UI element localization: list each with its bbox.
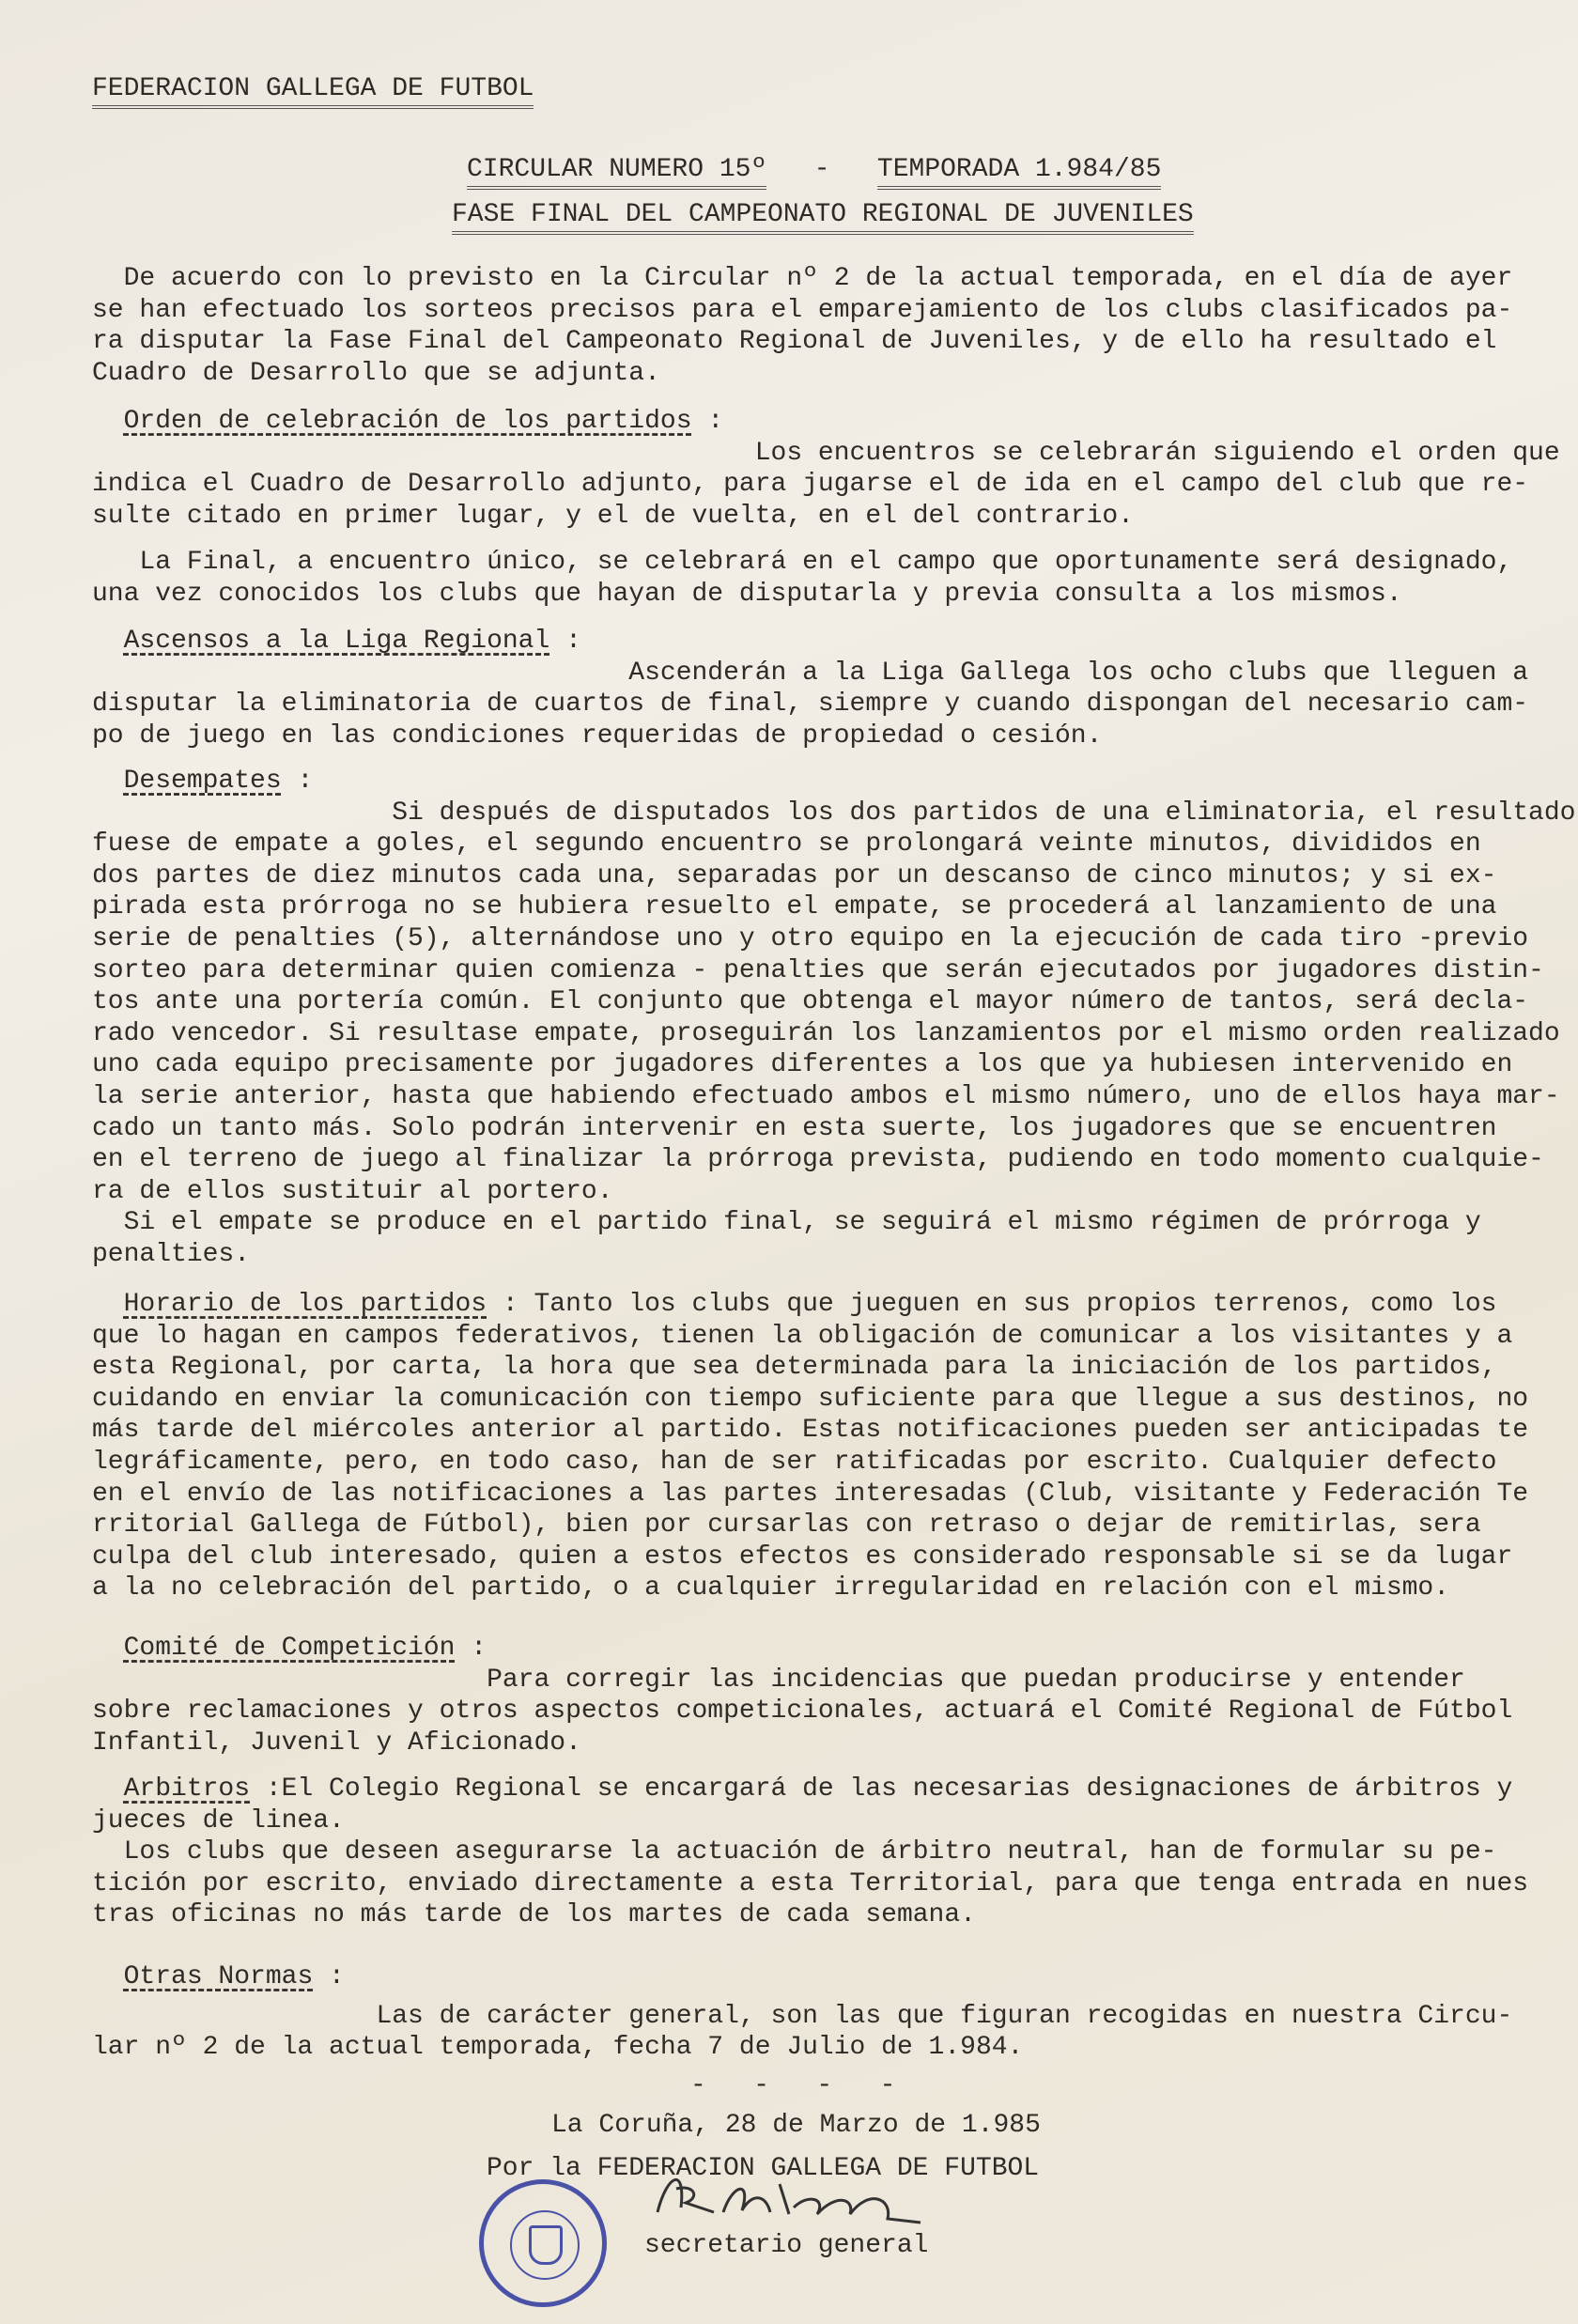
- text-line: que lo hagan en campos federativos, tienen la obligación de comunicar a los visitantes y a: [92, 1321, 1513, 1351]
- text-line: en el terreno de juego al finalizar la prórroga prevista, pudiendo en todo momento cualquie-: [92, 1145, 1544, 1175]
- text-line: rritorial Gallega de Fútbol), bien por cursarlas con retraso o dejar de remitirlas, sera: [92, 1511, 1481, 1541]
- intro-paragraph: [92, 263, 1512, 389]
- text-line: la serie anterior, hasta que habiendo efectuado ambos el mismo número, uno de ellos haya mar-: [92, 1081, 1560, 1111]
- text-line: Las de carácter general, son las que figuran recogidas en nuestra Circu-: [92, 2001, 1513, 2031]
- section-heading: Comité de Competición: [123, 1634, 456, 1663]
- text-line: disputar la eliminatoria de cuartos de final, siempre y cuando dispongan del necesario cam-: [92, 689, 1529, 720]
- section-comite: Comité de Competición : Para corregir las incidencias que puedan producirse y entender sobre reclamaciones y otros aspectos competicionales, actuará el Comité Regional de Fútbol Infantil, Juvenil y Aficionado.: [92, 1634, 1513, 1758]
- org-name: FEDERACION GALLEGA DE FUTBOL: [92, 74, 534, 109]
- text-line: indica el Cuadro de Desarrollo adjunto, para jugarse el de ida en el campo del club que re-: [92, 470, 1529, 500]
- text-line: jueces de linea.: [92, 1805, 345, 1836]
- section-heading: Desempates: [123, 767, 282, 796]
- text-line: De acuerdo con lo previsto en la Circular nº 2 de la actual temporada, en el día de ayer: [92, 264, 1513, 293]
- text-line: La Final, a encuentro único, se celebrará en el campo que oportunamente será designado,: [92, 548, 1513, 578]
- text-line: tras oficinas no más tarde de los martes de cada semana.: [92, 1900, 976, 1930]
- section-heading: Arbitros: [123, 1774, 251, 1804]
- text-line: Si después de disputados los dos partidos de una eliminatoria, el resultado: [92, 798, 1576, 828]
- text-line: cado un tanto más. Solo podrán intervenir en esta suerte, los jugadores que se encuentren: [92, 1113, 1497, 1143]
- title-dash: -: [813, 155, 830, 184]
- text-line: tos ante una portería común. El conjunto que obtenga el mayor número de tantos, será decla-: [92, 987, 1529, 1017]
- text-line: cuidando en enviar la comunicación con tiempo suficiente para que llegue a sus destinos, no: [92, 1384, 1529, 1414]
- subject-text: FASE FINAL DEL CAMPEONATO REGIONAL DE JUVENILES: [452, 200, 1194, 235]
- text-line: sobre reclamaciones y otros aspectos competicionales, actuará el Comité Regional de Fútbol: [92, 1697, 1513, 1727]
- text-line: rado vencedor. Si resultase empate, proseguirán los lanzamientos por el mismo orden realizado: [92, 1018, 1560, 1048]
- text-line: pirada esta prórroga no se hubiera resuelto el empate, se procederá al lanzamiento de una: [92, 892, 1497, 922]
- text-line: legráficamente, pero, en todo caso, han de ser ratificadas por escrito. Cualquier defecto: [92, 1447, 1497, 1477]
- text-line: esta Regional, por carta, la hora que sea determinada para la iniciación de los partidos,: [92, 1353, 1497, 1383]
- text-line: más tarde del miércoles anterior al partido. Estas notificaciones pueden ser anticipadas te: [92, 1416, 1529, 1446]
- text-line: Para corregir las incidencias que puedan producirse y entender: [92, 1665, 1465, 1695]
- place-date: La Coruña, 28 de Marzo de 1.985: [551, 2111, 1041, 2140]
- section-orden: Orden de celebración de los partidos : Los encuentros se celebrarán siguiendo el orden que indica el Cuadro de Desarrollo adjunto, para jugarse el de ida en el campo del club que re- sulte citado en primer lugar, y el de vuelta, en el del contrario. La Final, a encuentro único, se celebrará en el campo que oportunamente será designado, una vez conocidos los clubs que hayan de disputarla y previa consulta a los mismos.: [92, 407, 1560, 609]
- section-heading: Orden de celebración de los partidos: [123, 407, 692, 436]
- federation-stamp: [479, 2179, 607, 2307]
- section-heading: Ascensos a la Liga Regional: [123, 627, 550, 656]
- text-line: uno cada equipo precisamente por jugadores diferentes a los que ya hubiesen intervenido en: [92, 1050, 1513, 1080]
- separator: - - - -: [690, 2071, 896, 2100]
- text-line: tición por escrito, enviado directamente a esta Territorial, para que tenga entrada en nues: [92, 1868, 1529, 1898]
- signer-role: secretario general: [644, 2231, 929, 2260]
- text-line: Tanto los clubs que jueguen en sus propios terrenos, como los: [518, 1290, 1497, 1319]
- text-line: sulte citado en primer lugar, y el de vuelta, en el del contrario.: [92, 501, 1134, 531]
- text-line: una vez conocidos los clubs que hayan de disputarla y previa consulta a los mismos.: [92, 579, 1402, 609]
- text-line: se han efectuado los sorteos precisos para el emparejamiento de los clubs clasificados pa-: [92, 295, 1513, 325]
- signature: [648, 2161, 1024, 2226]
- text-line: Si el empate se produce en el partido final, se seguirá el mismo régimen de prórroga y: [92, 1208, 1481, 1238]
- text-line: po de juego en las condiciones requeridas de propiedad o cesión.: [92, 720, 1103, 751]
- text-line: serie de penalties (5), alternándose uno y otro equipo en la ejecución de cada tiro -previo: [92, 923, 1529, 953]
- section-otras: Otras Normas : Las de carácter general, son las que figuran recogidas en nuestra Circu- lar nº 2 de la actual temporada, fecha 7 de Julio de 1.984.: [92, 1962, 1513, 2063]
- text-line: lar nº 2 de la actual temporada, fecha 7 de Julio de 1.984.: [92, 2033, 1024, 2063]
- org-header: [92, 73, 534, 105]
- text-line: en el envío de las notificaciones a las partes interesadas (Club, visitante y Federación Te: [92, 1479, 1529, 1509]
- text-line: Ascenderán a la Liga Gallega los ocho clubs que lleguen a: [92, 658, 1529, 688]
- text-line: Infantil, Juvenil y Aficionado.: [92, 1728, 581, 1758]
- section-desempates: Desempates : Si después de disputados los dos partidos de una eliminatoria, el resultado fuese de empate a goles, el segundo encuentro se prolongará veinte minutos, divididos en dos partes de diez minutos cada una, separadas por un descanso de cinco minutos; y si ex- pirada esta prórroga no se hubiera resuelto el empate, se procederá al lanzamiento de una serie de penalties (5), alternándose uno y otro equipo en la ejecución de cada tiro -previo sorteo para determinar quien comienza - penalties que serán ejecutados por jugadores distin- tos ante una portería común. El conjunto que obtenga el mayor número de tantos, será decla- rado vencedor. Si resultase empate, proseguirán los lanzamientos por el mismo orden realizado uno cada equipo precisamente por jugadores diferentes a los que ya hubiesen intervenido en la serie anterior, hasta que habiendo efectuado ambos el mismo número, uno de ellos haya mar- cado un tanto más. Solo podrán intervenir en esta suerte, los jugadores que se encuentren en el terreno de juego al finalizar la prórroga prevista, pudiendo en todo momento cualquie- ra de ellos sustituir al portero. Si el empate se produce en el partido final, se seguirá el mismo régimen de prórroga y penalties.: [92, 767, 1576, 1269]
- text-line: culpa del club interesado, quien a estos efectos es considerado responsable si se da lugar: [92, 1542, 1513, 1572]
- text-line: sorteo para determinar quien comienza - penalties que serán ejecutados por jugadores distin-: [92, 955, 1544, 985]
- shield-icon: [529, 2225, 563, 2265]
- text-line: a la no celebración del partido, o a cualquier irregularidad en relación con el mismo.: [92, 1573, 1450, 1604]
- section-heading: Otras Normas: [123, 1962, 314, 1991]
- text-line: Cuadro de Desarrollo que se adjunta.: [92, 358, 660, 388]
- text-line: dos partes de diez minutos cada una, separadas por un descanso de cinco minutos; y si ex-: [92, 860, 1497, 891]
- section-horario: Horario de los partidos : Tanto los clubs que jueguen en sus propios terrenos, como los que lo hagan en campos federativos, tienen la obligación de comunicar a los visitantes y a esta Regional, por carta, la hora que sea determinada para la iniciación de los partidos, cuidando en enviar la comunicación con tiempo suficiente para que llegue a sus destinos, no más tarde del miércoles anterior al partido. Estas notificaciones pueden ser anticipadas te legráficamente, pero, en todo caso, han de ser ratificadas por escrito. Cualquier defecto en el envío de las notificaciones a las partes interesadas (Club, visitante y Federación Te rritorial Gallega de Fútbol), bien por cursarlas con retraso o dejar de remitirlas, sera culpa del club interesado, quien a estos efectos es considerado responsable si se da lugar a la no celebración del partido, o a cualquier irregularidad en relación con el mismo.: [92, 1290, 1529, 1604]
- circular-number: CIRCULAR NUMERO 15º: [467, 155, 766, 190]
- section-arbitros: Arbitros :El Colegio Regional se encargará de las necesarias designaciones de árbitros y jueces de linea. Los clubs que deseen asegurarse la actuación de árbitro neutral, han de formular su pe- tición por escrito, enviado directamente a esta Territorial, para que tenga entrada en nues tras oficinas no más tarde de los martes de cada semana.: [92, 1774, 1529, 1930]
- text-line: ra disputar la Fase Final del Campeonato Regional de Juveniles, y de ello ha resultado el: [92, 327, 1497, 357]
- text-line: El Colegio Regional se encargará de las necesarias designaciones de árbitros y: [281, 1774, 1513, 1804]
- text-line: Los clubs que deseen asegurarse la actuación de árbitro neutral, han de formular su pe-: [92, 1837, 1497, 1867]
- season: TEMPORADA 1.984/85: [877, 155, 1161, 190]
- subject: [452, 199, 1194, 231]
- section-ascensos: Ascensos a la Liga Regional : Ascenderán a la Liga Gallega los ocho clubs que lleguen a disputar la eliminatoria de cuartos de final, siempre y cuando dispongan del necesario cam- po de juego en las condiciones requeridas de propiedad o cesión.: [92, 627, 1529, 751]
- signed-by: Por la FEDERACION GALLEGA DE FUTBOL: [487, 2154, 1040, 2183]
- text-line: penalties.: [92, 1239, 251, 1269]
- text-line: Los encuentros se celebrarán siguiendo el orden que: [92, 438, 1560, 468]
- text-line: ra de ellos sustituir al portero.: [92, 1176, 613, 1206]
- section-heading: Horario de los partidos: [123, 1290, 487, 1319]
- circular-title: [467, 154, 1161, 186]
- text-line: fuese de empate a goles, el segundo encuentro se prolongará veinte minutos, divididos en: [92, 829, 1481, 860]
